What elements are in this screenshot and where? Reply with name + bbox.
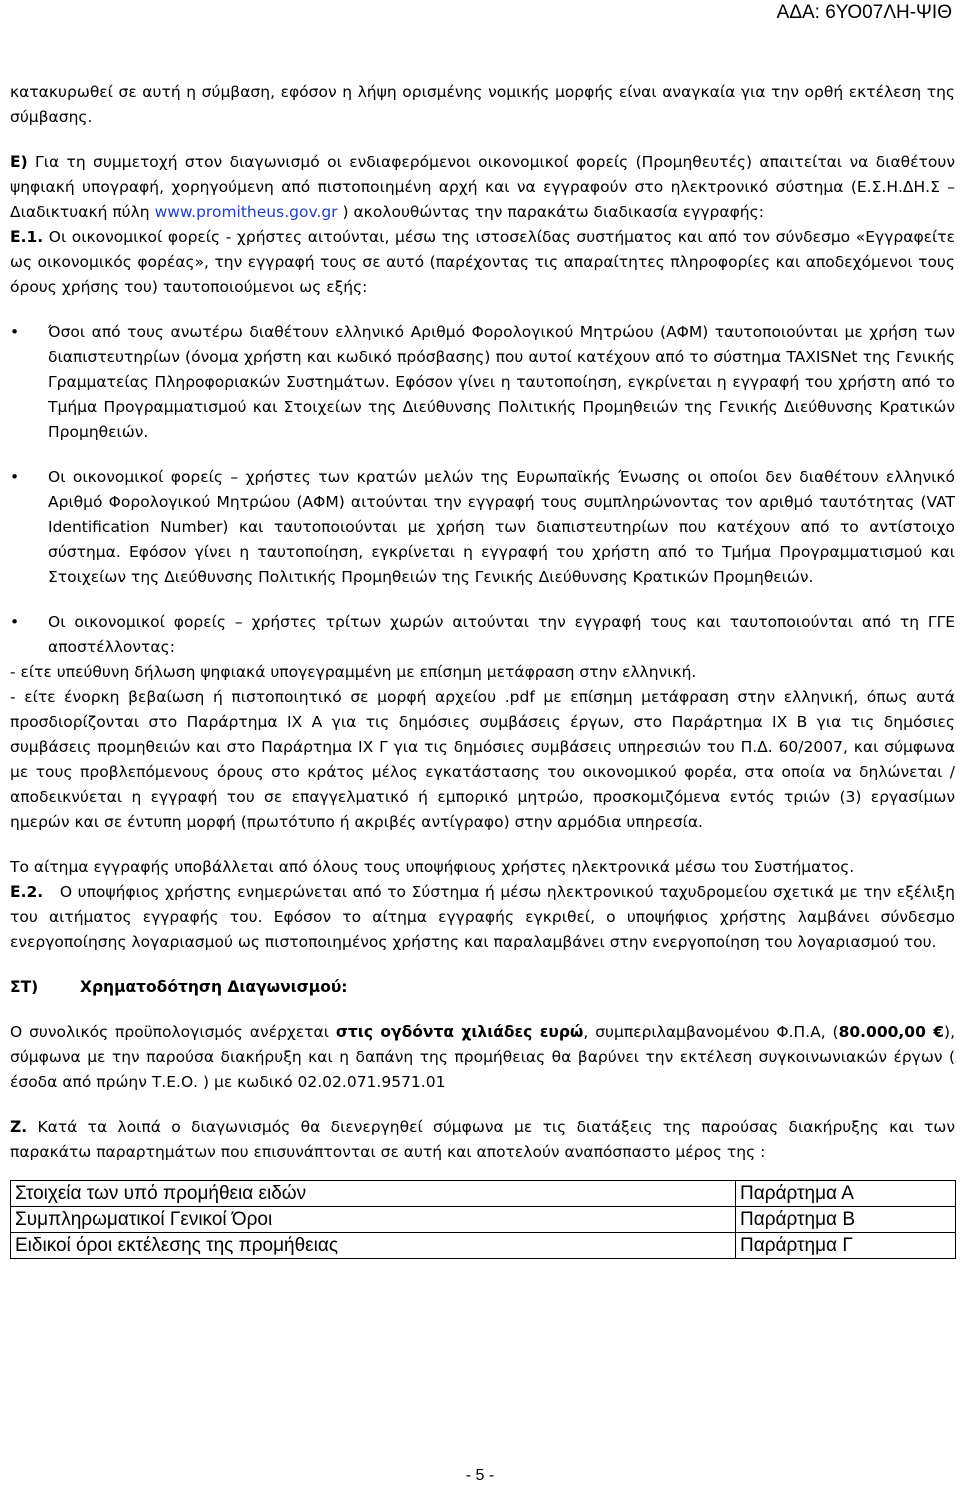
funding-text-mid: , συμπεριλαμβανομένου Φ.Π.Α, ( bbox=[583, 1023, 839, 1041]
annex-label: Παράρτημα Γ bbox=[736, 1233, 956, 1259]
bullet-eu-members: • Οι οικονομικοί φορείς – χρήστες των κρατών μελών της Ευρωπαϊκής Ένωσης οι οποίοι δεν διαθέτουν ελληνικό Αριθμό Φορολογικού Μητρώου (ΑΦΜ) αιτούνται την εγγραφή τους συμπληρώνοντας τον αριθμό ταυτότητας (VAT Identification Number) και ταυτοποιούνται με χρήση των διαπιστευτηρίων που κατέχουν από το αντίστοιχο σύστημα. Εφόσον γίνει η ταυτοποίηση, εγκρίνεται η εγγραφή του χρήστη από το Τμήμα Προγραμματισμού και Στοιχείων της Διεύθυνσης Πολιτικής Προμηθειών της Γενικής Διεύθυνσης Κρατικών Προμηθειών. bbox=[10, 465, 955, 590]
page-number: - 5 - bbox=[465, 1467, 495, 1484]
e1-text: Οι οικονομικοί φορείς - χρήστες αιτούνται, μέσω της ιστοσελίδας συστήματος και από τον σύνδεσμο «Εγγραφείτε ως οικονομικός φορέας», την εγγραφή τους σε αυτό (παρέχοντας τις απαραίτητες πληροφορίες και αποδεχόμενοι τους όρους χρήσης του) ταυτοποιούμενοι ως εξής: bbox=[10, 228, 955, 296]
table-row bbox=[11, 1233, 956, 1259]
e2-paragraph bbox=[10, 880, 955, 955]
e2-label: Ε.2. bbox=[10, 883, 44, 901]
intro-paragraph: κατακυρωθεί σε αυτή η σύμβαση, εφόσον η λήψη ορισμένης νομικής μορφής είναι αναγκαία για την ορθή εκτέλεση της σύμβασης. bbox=[10, 83, 955, 126]
e1-paragraph bbox=[10, 225, 955, 300]
submission-paragraph: Το αίτημα εγγραφής υποβάλλεται από όλους τους υποψήφιους χρήστες ηλεκτρονικά μέσω του Συστήματος. bbox=[10, 858, 855, 876]
promitheus-link[interactable]: www.promitheus.gov.gr bbox=[154, 203, 338, 221]
annex-table bbox=[10, 1180, 956, 1259]
table-row bbox=[11, 1181, 956, 1207]
table-row bbox=[11, 1207, 956, 1233]
section-e-portal: Διαδικτυακή πύλη bbox=[10, 203, 155, 221]
ada-code: ΑΔΑ: 6ΥΟ07ΛΗ-ΨΙΘ bbox=[776, 2, 952, 23]
section-st-title: Χρηματοδότηση Διαγωνισμού: bbox=[80, 978, 348, 996]
annex-label: Παράρτημα Α bbox=[736, 1181, 956, 1207]
identification-list bbox=[10, 320, 955, 660]
section-z-text: Κατά τα λοιπά ο διαγωνισμός θα διενεργηθεί σύμφωνα με τις διατάξεις της παρούσας διακήρυξης και των παρακάτω παραρτημάτων που επισυνάπτονται σε αυτή και αποτελούν αναπόσπαστο μέρος της : bbox=[10, 1118, 955, 1161]
section-e-label: Ε) bbox=[10, 153, 28, 171]
annex-label: Παράρτημα Β bbox=[736, 1207, 956, 1233]
bullet-third-countries: • Οι οικονομικοί φορείς – χρήστες τρίτων χωρών αιτούνται την εγγραφή τους και ταυτοποιούνται από τη ΓΓΕ αποστέλλοντας: bbox=[10, 610, 955, 660]
dash-item-declaration: - είτε υπεύθυνη δήλωση ψηφιακά υπογεγραμμένη με επίσημη μετάφραση στην ελληνική. bbox=[10, 663, 697, 681]
funding-text-start: Ο συνολικός προϋπολογισμός ανέρχεται bbox=[10, 1023, 336, 1041]
e2-text: Ο υποψήφιος χρήστης ενημερώνεται από το Σύστημα ή μέσω ηλεκτρονικού ταχυδρομείου σχετικά με την εξέλιξη του αιτήματος εγγραφής του. Εφόσον το αίτημα εγγραφής εγκριθεί, ο υποψήφιος χρήστης λαμβάνει σύνδεσμο ενεργοποίησης λογαριασμού ως πιστοποιημένος χρήστης και παραλαμβάνει στην ενεργοποίηση του λογαριασμού του. bbox=[10, 883, 956, 951]
section-e-paragraph: Ε) Για τη συμμετοχή στον διαγωνισμό οι ενδιαφερόμενοι οικονομικοί φορείς (Προμηθευτές) απαιτείται να διαθέτουν ψηφιακή υπογραφή, χορηγούμενη από πιστοποιημένη αρχή και να εγγραφούν στο ηλεκτρονικό σύστημα (Ε.Σ.Η.ΔΗ.Σ – Διαδικτυακή πύλη www.promitheus.gov.gr ) ακολουθώντας την παρακάτω διαδικασία εγγραφής: bbox=[10, 153, 955, 221]
section-e-tail: ) ακολουθώντας την παρακάτω διαδικασία εγγραφής: bbox=[337, 203, 764, 221]
bullet-greek-afm: • Όσοι από τους ανωτέρω διαθέτουν ελληνικό Αριθμό Φορολογικού Μητρώου (ΑΦΜ) ταυτοποιούνται με χρήση των διαπιστευτηρίων (όνομα χρήστη και κωδικό πρόσβασης) που αυτοί κατέχουν από το σύστημα TAXISNet της Γενικής Γραμματείας Πληροφοριακών Συστημάτων. Εφόσον γίνει η ταυτοποίηση, εγκρίνεται η εγγραφή του χρήστη από το Τμήμα Προγραμματισμού και Στοιχείων της Διεύθυνσης Πολιτικής Προμηθειών της Γενικής Διεύθυνσης Κρατικών Προμηθειών. bbox=[10, 320, 955, 445]
section-st-label: ΣΤ) bbox=[10, 978, 39, 996]
funding-paragraph bbox=[10, 1020, 955, 1095]
section-st-heading bbox=[10, 975, 955, 1000]
section-z-paragraph bbox=[10, 1115, 955, 1165]
annex-title: Συμπληρωματικοί Γενικοί Όροι bbox=[11, 1207, 736, 1233]
section-z-label: Ζ. bbox=[10, 1118, 28, 1136]
annex-title: Ειδικοί όροι εκτέλεσης της προμήθειας bbox=[11, 1233, 736, 1259]
funding-text-end: ), σύμφωνα με την παρούσα διακήρυξη και η δαπάνη της προμήθειας θα βαρύνει την εκτέλεση συγκοινωνιακών έργων ( έσοδα από πρώην Τ.Ε.Ο. ) με κωδικό 02.02.071.9571.01 bbox=[10, 1023, 955, 1091]
funding-amount-words: στις ογδόντα χιλιάδες ευρώ bbox=[335, 1023, 584, 1041]
e1-label: Ε.1. bbox=[10, 228, 44, 246]
funding-amount: 80.000,00 € bbox=[838, 1023, 945, 1041]
document-page bbox=[10, 80, 955, 1259]
annex-title: Στοιχεία των υπό προμήθεια ειδών bbox=[11, 1181, 736, 1207]
dash-item-affidavit: - είτε ένορκη βεβαίωση ή πιστοποιητικό σε μορφή αρχείου .pdf με επίσημη μετάφραση στην ελληνική, όπως αυτά προσδιορίζονται στο Παράρτημα IX A για τις δημόσιες συμβάσεις έργων, στο Παράρτημα IX B για τις δημόσιες συμβάσεις προμηθειών και στο Παράρτημα IX Γ για τις δημόσιες συμβάσεις υπηρεσιών του Π.Δ. 60/2007, και σύμφωνα με τους προβλεπόμενους όρους στο κράτος μέλος εγκατάστασης του οικονομικού φορέα, στα οποία να δηλώνεται / αποδεικνύεται η εγγραφή του σε επαγγελματικό ή εμπορικό μητρώο, προσκομιζόμενα εντός τριών (3) εργασίμων ημερών και σε έντυπη μορφή (πρωτότυπο ή ακριβές αντίγραφο) στην αρμόδια υπηρεσία. bbox=[10, 688, 955, 831]
section-e-text: Για τη συμμετοχή στον διαγωνισμό οι ενδιαφερόμενοι οικονομικοί φορείς (Προμηθευτές) απαιτείται να διαθέτουν ψηφιακή υπογραφή, χορηγούμενη από πιστοποιημένη αρχή και να εγγραφούν στο ηλεκτρονικό σύστημα (Ε.Σ.Η.ΔΗ.Σ bbox=[10, 153, 955, 196]
